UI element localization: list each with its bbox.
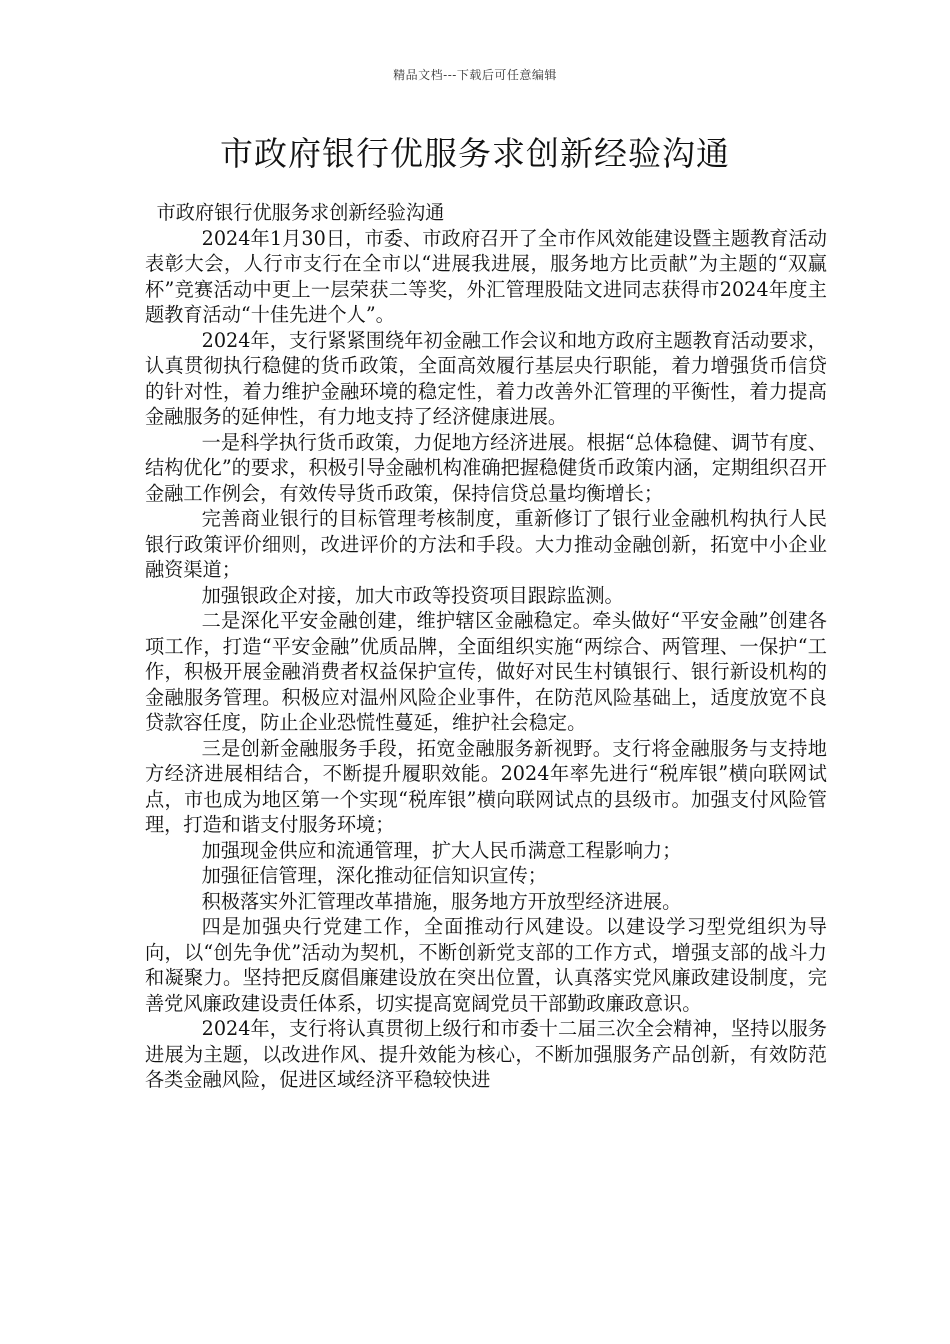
paragraph: 加强现金供应和流通管理，扩大人民币满意工程影响力； — [201, 838, 682, 862]
paragraph: 完善商业银行的目标管理考核制度，重新修订了银行业金融机构执行人民银行政策评价细则，改进评价的方法和手段。大力推动金融创新，拓宽中小企业融资渠道； — [145, 507, 827, 581]
paragraph: 二是深化平安金融创建，维护辖区金融稳定。牵头做好“平安金融”创建各项工作，打造“平安金融”优质品牌，全面组织实施“两综合、两管理、一保护“工作，积极开展金融消费者权益保护宣传，做好对民生村镇银行、银行新设机构的金融服务管理。积极应对温州风险企业事件，在防范风险基础上，适度放宽不良贷款容任度，防止企业恐慌性蔓延，维护社会稳定。 — [145, 609, 827, 734]
paragraph: 四是加强央行党建工作，全面推动行风建设。以建设学习型党组织为导向，以“创先争优”活动为契机，不断创新党支部的工作方式，增强支部的战斗力和凝聚力。坚持把反腐倡廉建设放在突出位置，认真落实党风廉政建设制度，完善党风廉政建设责任体系，切实提高宽阔党员干部勤政廉政意识。 — [145, 915, 827, 1015]
paragraph: 加强银政企对接，加大市政等投资项目跟踪监测。 — [201, 583, 624, 607]
document-body — [145, 200, 827, 1093]
paragraph: 2024年，支行紧紧围绕年初金融工作会议和地方政府主题教育活动要求，认真贯彻执行稳健的货币政策，全面高效履行基层央行职能，着力增强货币信贷的针对性，着力维护金融环境的稳定性，着力改善外汇管理的平衡性，着力提高金融服务的延伸性，有力地支持了经济健康进展。 — [145, 328, 827, 428]
paragraph: 一是科学执行货币政策，力促地方经济进展。根据“总体稳健、调节有度、结构优化”的要求，积极引导金融机构准确把握稳健货币政策内涵，定期组织召开金融工作例会，有效传导货币政策，保持信贷总量均衡增长； — [145, 430, 827, 505]
document-title: 市政府银行优服务求创新经验沟通 — [220, 134, 730, 173]
paragraph: 2024年1月30日，市委、市政府召开了全市作风效能建设暨主题教育活动表彰大会，人行市支行在全市以“进展我进展，服务地方比贡献”为主题的“双赢杯”竞赛活动中更上一层荣获二等奖，外汇管理股陆文进同志获得市2024年度主题教育活动“十佳先进个人”。 — [145, 226, 827, 326]
header-note: 精品文档---下载后可任意编辑 — [393, 68, 557, 82]
paragraph: 加强征信管理，深化推动征信知识宣传； — [201, 864, 547, 887]
document-subtitle: 市政府银行优服务求创新经验沟通 — [156, 201, 445, 224]
paragraph: 2024年，支行将认真贯彻上级行和市委十二届三次全会精神，坚持以服务进展为主题，以改进作风、提升效能为核心，不断加强服务产品创新，有效防范各类金融风险，促进区域经济平稳较快进 — [145, 1017, 827, 1091]
paragraph: 三是创新金融服务手段，拓宽金融服务新视野。支行将金融服务与支持地方经济进展相结合，不断提升履职效能。2024年率先进行“税库银”横向联网试点，市也成为地区第一个实现“税库银”横向联网试点的县级市。加强支付风险管理，打造和谐支付服务环境； — [145, 736, 827, 836]
paragraph: 积极落实外汇管理改革措施，服务地方开放型经济进展。 — [201, 889, 682, 913]
